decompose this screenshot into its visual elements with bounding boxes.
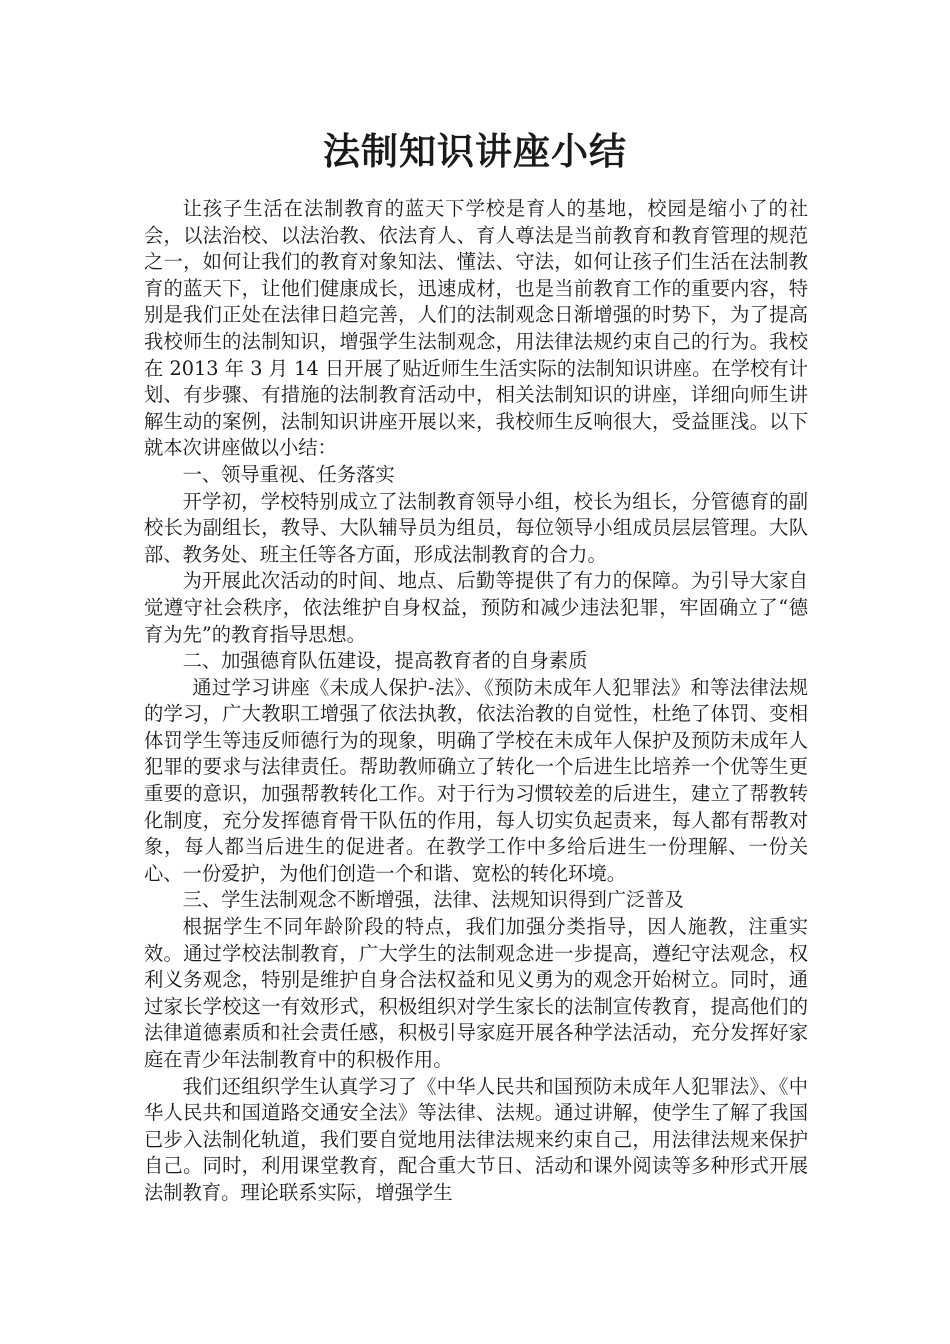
paragraph-section-2: 通过学习讲座《未成人保护-法》、《预防未成年人犯罪法》和等法律法规的学习，广大教职工增强了依法执教，依法治教的自觉性，杜绝了体罚、变相体罚学生等违反师德行为的现象，明确了学校在未成年人保护及预防未成年人犯罪的要求与法律责任。帮助教师确立了转化一个后进生比培养一个优等生更重要的意识，加强帮教转化工作。对于行为习惯较差的后进生，建立了帮教转化制度，充分发挥德育骨干队伍的作用，每人切实负起责来，每人都有帮教对象，每人都当后进生的促进者。在教学工作中多给后进生一份理解、一份关心、一份爱护，为他们创造一个和谐、宽松的转化环境。 xyxy=(144,675,808,885)
paragraph-section-1b: 为开展此次活动的时间、地点、后勤等提供了有力的保障。为引导大家自觉遵守社会秩序，依法维护自身权益，预防和减少违法犯罪，牢固确立了“德育为先”的教育指导思想。 xyxy=(144,569,808,646)
paragraph-section-3a: 根据学生不同年龄阶段的特点，我们加强分类指导，因人施教，注重实效。通过学校法制教育，广大学生的法制观念进一步提高，遵纪守法观念，权利义务观念，特别是维护自身合法权益和见义勇为的观念开始树立。同时，通过家长学校这一有效形式，积极组织对学生家长的法制宣传教育，提高他们的法律道德素质和社会责任感，积极引导家庭开展各种学法活动，充分发挥好家庭在青少年法制教育中的积极作用。 xyxy=(144,915,808,1071)
section-heading-2: 二、加强德育队伍建设，提高教育者的自身素质 xyxy=(182,649,588,673)
section-heading-3: 三、学生法制观念不断增强，法律、法规知识得到广泛普及 xyxy=(182,888,684,912)
document-title: 法制知识讲座小结 xyxy=(323,129,627,173)
document-body xyxy=(144,196,808,1207)
section-heading-1: 一、领导重视、任务落实 xyxy=(182,462,395,486)
paragraph-section-1a: 开学初，学校特别成立了法制教育领导小组，校长为组长，分管德育的副校长为副组长，教导、大队辅导员为组员，每位领导小组成员层层管理。大队部、教务处、班主任等各方面，形成法制教育的合力。 xyxy=(144,489,808,566)
paragraph-intro: 让孩子生活在法制教育的蓝天下学校是育人的基地，校园是缩小了的社会，以法治校、以法治教、依法育人、育人尊法是当前教育和教育管理的规范之一，如何让我们的教育对象知法、懂法、守法，如何让孩子们生活在法制教育的蓝天下，让他们健康成长，迅速成材，也是当前教育工作的重要内容，特别是我们正处在法律日趋完善，人们的法制观念日渐增强的时势下，为了提高我校师生的法制知识，增强学生法制观念，用法律法规约束自己的行为。我校在 2013 年 3 月 14 日开展了贴近师生生活实际的法制知识讲座。在学校有计划、有步骤、有措施的法制教育活动中，相关法制知识的讲座，详细向师生讲解生动的案例，法制知识讲座开展以来，我校师生反响很大，受益匪浅。以下就本次讲座做以小结： xyxy=(144,197,808,460)
paragraph-section-3b: 我们还组织学生认真学习了《中华人民共和国预防未成年人犯罪法》、《中华人民共和国道路交通安全法》等法律、法规。通过讲解，使学生了解了我国已步入法制化轨道，我们要自觉地用法律法规来约束自己，用法律法规来保护自己。同时，利用课堂教育，配合重大节日、活动和课外阅读等多种形式开展法制教育。理论联系实际，增强学生 xyxy=(144,1074,808,1204)
